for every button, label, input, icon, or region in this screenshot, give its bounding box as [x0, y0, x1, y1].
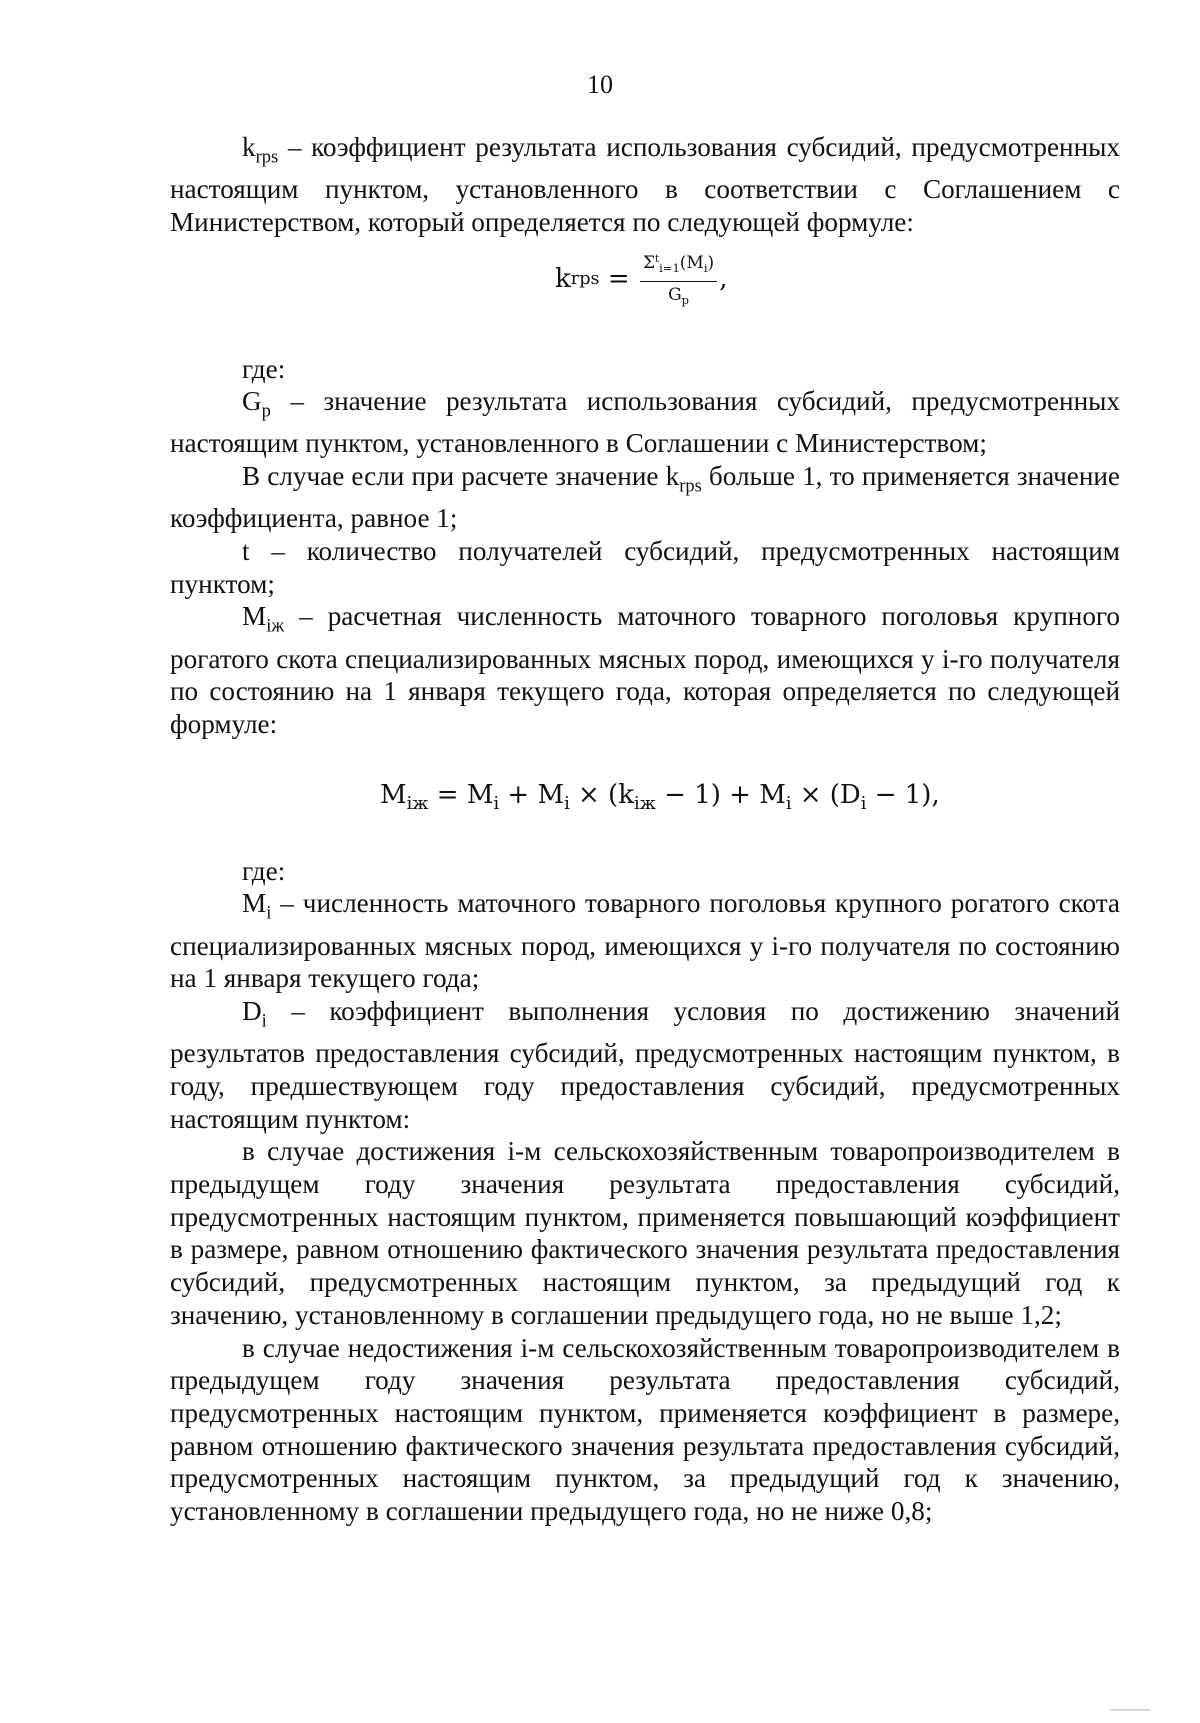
- symbol-sub-rps: rps: [679, 475, 702, 496]
- paragraph-text: – значение результата использования субсидий, предусмотренных настоящим пунктом, установленного в Соглашении с Министерством;: [170, 386, 1120, 459]
- symbol-sub-izh: iж: [266, 615, 285, 636]
- paragraph-di: [170, 995, 1120, 1135]
- page-number: 10: [587, 70, 613, 99]
- formula-fraction: [640, 249, 717, 311]
- formula-term-sub: i: [785, 793, 792, 814]
- formula-term-sub: i: [564, 793, 570, 814]
- formula-term: × (k: [569, 779, 634, 810]
- formula-lhs-sub: rps: [570, 269, 600, 290]
- sum-term-sub: i: [703, 260, 708, 275]
- sum-close: ): [707, 252, 715, 273]
- formula-term: + M: [499, 779, 565, 810]
- symbol-d: D: [242, 996, 262, 1026]
- paragraph-mizh: [170, 600, 1120, 740]
- paragraph-text: – коэффициент результата использования субсидий, предусмотренных настоящим пунктом, установленного в соответствии с Соглашением с Министерством, который определяется по следующей формуле:: [170, 132, 1120, 237]
- paragraph-gp: [170, 385, 1120, 460]
- formula-term-sub: iж: [633, 793, 656, 814]
- formula-mizh: [170, 741, 1120, 855]
- paragraph-krps-definition: [170, 131, 1120, 239]
- sum-sign: Σ: [642, 252, 655, 273]
- formula-term: − 1) + M: [655, 779, 786, 810]
- formula-krps: [170, 239, 1120, 353]
- fraction-denominator: [668, 282, 689, 311]
- denominator-sub: p: [681, 292, 690, 307]
- symbol-sub-i: i: [266, 902, 272, 923]
- paragraph-t: t – количество получателей субсидий, предусмотренных настоящим пунктом;: [170, 536, 1120, 599]
- formula-term-sub: iж: [406, 793, 429, 814]
- sum-upper: t: [654, 253, 660, 265]
- formula-term: M: [380, 779, 407, 810]
- paragraph-text: В случае если при расчете значение k: [242, 461, 680, 492]
- symbol-m: M: [242, 601, 267, 632]
- symbol-k: k: [242, 132, 256, 162]
- paragraph-text: – коэффициент выполнения условия по достижению значений результатов предоставления субсидий, предусмотренных настоящим пунктом, в году, предшествующем году предоставления субсидий, предусмотренных настоящим пунктом:: [170, 996, 1120, 1134]
- formula-term: − 1),: [866, 779, 940, 810]
- paragraph-case: [170, 460, 1120, 535]
- symbol-m: M: [242, 888, 267, 919]
- paragraph-non-achievement: в случае недостижения i-м сельскохозяйственным товаропроизводителем в предыдущем году значения результата предоставления субсидий, предусмотренных настоящим пунктом, применяется коэффициент в размере, равном отношению фактического значения результата предоставления субсидий, предусмотренных настоящим пунктом, за предыдущий год к значению, установленному в соглашении предыдущего года, но не ниже 0,8;: [170, 1332, 1120, 1527]
- sum-lower: i=1: [659, 260, 680, 275]
- formula-term-sub: i: [493, 793, 500, 814]
- paragraph-text: – расчетная численность маточного товарного поголовья крупного рогатого скота специализированных мясных пород, имеющихся у i-го получателя по состоянию на 1 января текущего года, которая определяется по следующей формуле:: [170, 601, 1120, 740]
- denominator-g: G: [668, 284, 682, 305]
- symbol-g: G: [242, 386, 262, 417]
- formula-trailing: ,: [719, 264, 728, 295]
- formula-term-sub: i: [860, 793, 867, 814]
- formula-term: = M: [428, 779, 494, 810]
- formula-term: × (D: [791, 779, 861, 810]
- where-label-2: где:: [242, 855, 286, 886]
- where-label-1: где:: [242, 353, 286, 384]
- formula-equals: =: [599, 264, 638, 295]
- paragraph-text: – численность маточного товарного поголовья крупного рогатого скота специализированных мясных пород, имеющихся у i-го получателя по состоянию на 1 января текущего года;: [170, 888, 1120, 994]
- paragraph-achievement: в случае достижения i-м сельскохозяйственным товаропроизводителем в предыдущем году значения результата предоставления субсидий, предусмотренных настоящим пунктом, применяется повышающий коэффициент в размере, равном отношению фактического значения результата предоставления субсидий, предусмотренных настоящим пунктом, за предыдущий год к значению, установленному в соглашении предыдущего года, но не выше 1,2;: [170, 1136, 1120, 1330]
- symbol-sub-rps: rps: [255, 146, 279, 167]
- sum-term: (M: [679, 252, 704, 273]
- paragraph-text-after: больше 1, то применяется значение коэффициента, равное 1;: [170, 461, 1120, 534]
- document-body: [170, 131, 1120, 1528]
- formula-lhs: k: [555, 264, 571, 295]
- symbol-sub-p: p: [261, 400, 271, 421]
- paragraph-mi: [170, 887, 1120, 995]
- symbol-sub-i: i: [261, 1010, 267, 1031]
- fraction-numerator: [640, 249, 717, 282]
- scan-mark: [1110, 1709, 1150, 1711]
